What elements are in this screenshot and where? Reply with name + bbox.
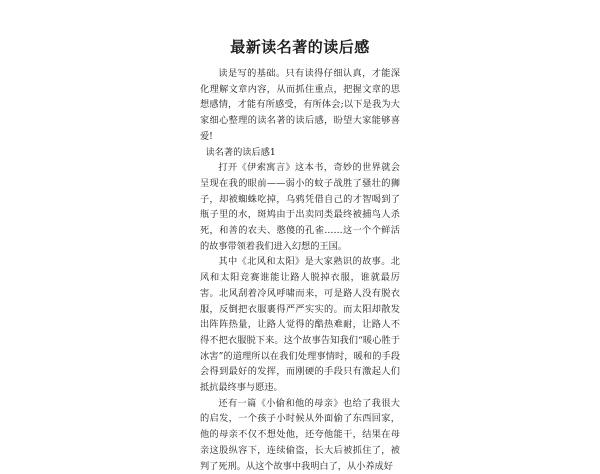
document-body bbox=[200, 66, 400, 474]
body-paragraph: 其中《北风和太阳》是大家熟识的故事。北风和太阳竞赛谁能让路人脱掉衣服，谁就最厉害。北风刮着冷风呼啸而来，可是路人没有脱衣服，反倒把衣服裹得严严实实的。而太阳却散发出阵阵热量，让路人觉得的酷热难耐，让路人不得不把衣服脱下来。这个故事告知我们“暖心胜于冰害”的道理所以在我们处理事情时，暖和的手段会得到最好的发挥，而刚硬的手段只有激起人们抵抗最终事与愿违。 bbox=[200, 256, 400, 394]
section-heading: 读名著的读后感1 bbox=[205, 146, 276, 158]
body-paragraph: 打开《伊索寓言》这本书，奇妙的世界就会呈现在我的眼前——弱小的蚊子战胜了骚壮的狮子，却被蜘蛛吃掉，乌鸦凭借自己的才智喝到了瓶子里的水，斑鸠由于出卖同类最终被捕鸟人杀死，和善的农夫、憨傻的孔雀……这一个个鲜活的故事带领着我们进入幻想的王国。 bbox=[200, 162, 400, 252]
body-paragraph: 还有一篇《小偷和他的母亲》也给了我很大的启发，一个孩子小时候从外面偷了东西回家，他的母亲不仅不想处他，还夸他能干，结果在母亲这股纵容下，连续偷盗，长大后被抓住了，被判了死刑。从这个故事中我明白了，从小养成好 bbox=[200, 397, 400, 472]
document-title: 最新读名著的读后感 bbox=[230, 38, 370, 56]
intro-paragraph: 读是写的基础。只有读得仔细认真，才能深化理解文章内容，从而抓住重点，把握文章的思想感情，才能有所感受，有所体会;以下是我为大家细心整理的读名著的读后感，盼望大家能够喜爱! bbox=[200, 68, 400, 142]
